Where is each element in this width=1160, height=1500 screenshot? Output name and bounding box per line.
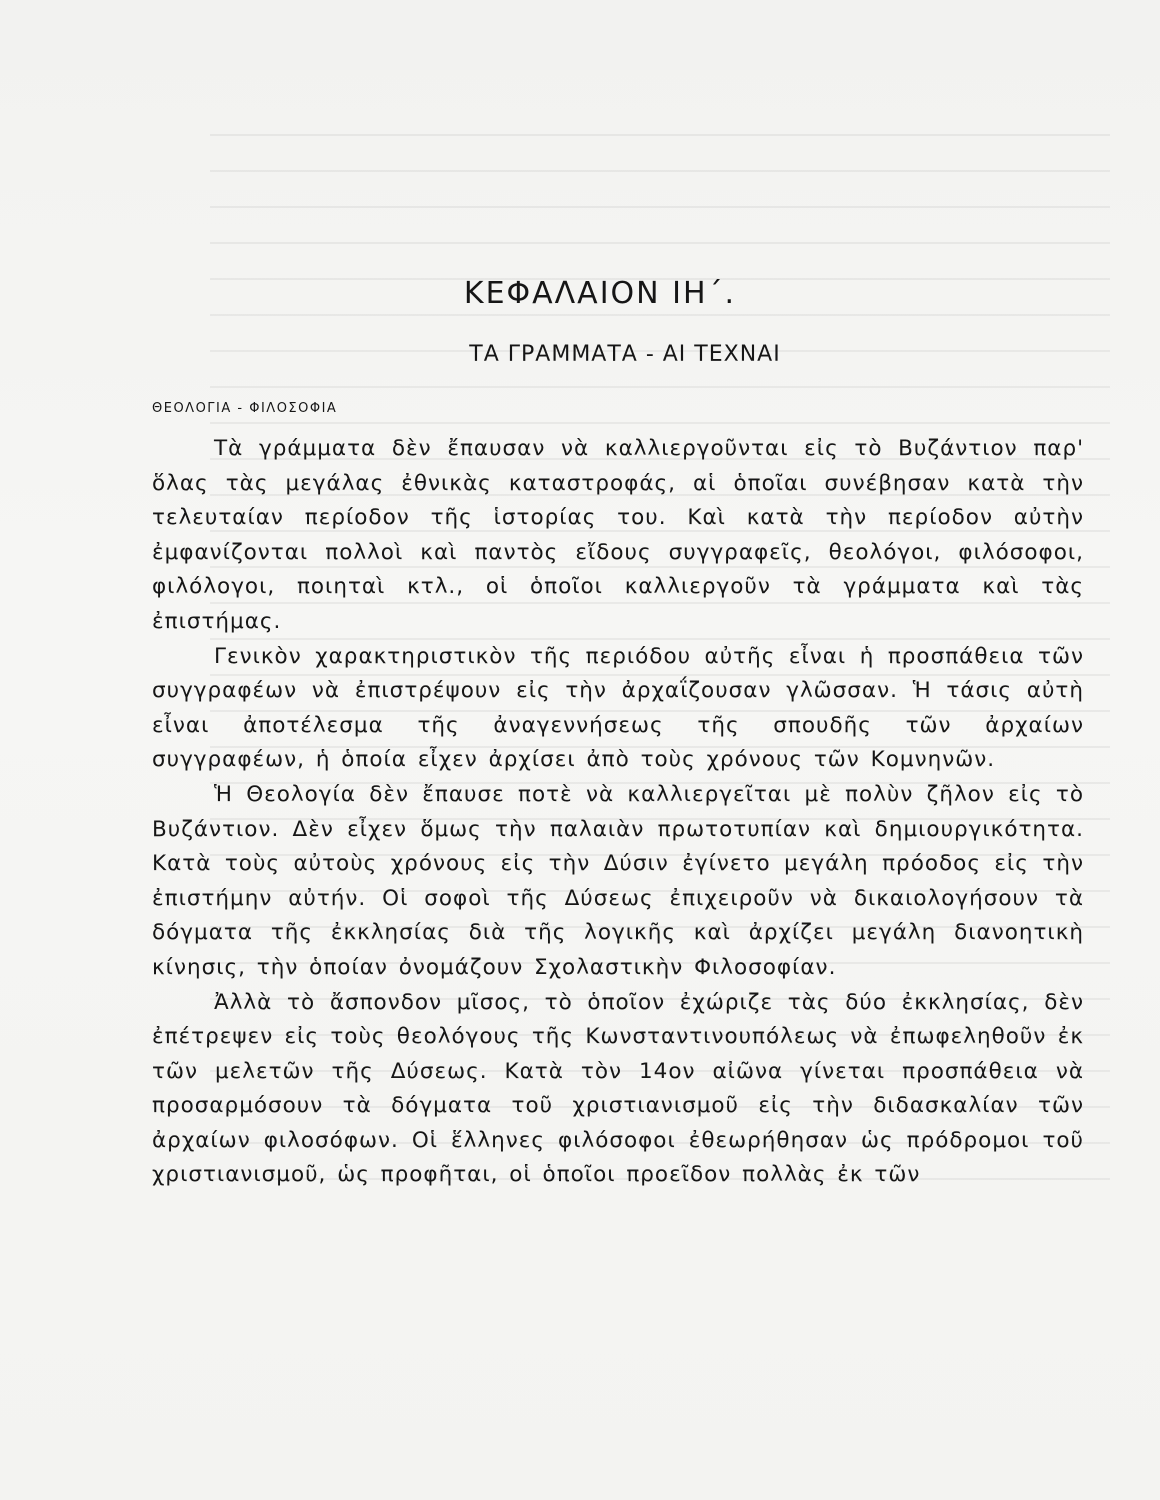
- section-title: ΤΑ ΓΡΑΜΜΑΤΑ - ΑΙ ΤΕΧΝΑΙ: [469, 342, 781, 367]
- chapter-title: ΚΕΦΑΛΑΙΟΝ ΙΗ΄.: [463, 276, 737, 311]
- paragraph: Γενικὸν χαρακτηριστικὸν τῆς περιόδου αὐτῆς εἶναι ἡ προσπάθεια τῶν συγγραφέων νὰ ἐπιστρέψουν εἰς τὴν ἀρχαΐζουσαν γλῶσσαν. Ἡ τάσις αὐτὴ εἶναι ἀποτέλεσμα τῆς ἀναγεννήσεως τῆς σπουδῆς τῶν ἀρχαίων συγγραφέων, ἡ ὁποία εἶχεν ἀρχίσει ἀπὸ τοὺς χρόνους τῶν Κομνηνῶν.: [152, 643, 1084, 773]
- subheading: ΘΕΟΛΟΓΙΑ - ΦΙΛΟΣΟΦΙΑ: [152, 401, 338, 416]
- body-text: [152, 432, 1084, 1193]
- paragraph: Ἀλλὰ τὸ ἄσπονδον μῖσος, τὸ ὁποῖον ἐχώριζε τὰς δύο ἐκκλησίας, δὲν ἐπέτρεψεν εἰς τοὺς θεολόγους τῆς Κωνσταντινουπόλεως νὰ ἐπωφεληθοῦν ἐκ τῶν μελετῶν τῆς Δύσεως. Κατὰ τὸν 14ον αἰῶνα γίνεται προσπάθεια νὰ προσαρμόσουν τὰ δόγματα τοῦ χριστιανισμοῦ εἰς τὴν διδασκαλίαν τῶν ἀρχαίων φιλοσόφων. Οἱ ἕλληνες φιλόσοφοι ἐθεωρήθησαν ὡς πρόδρομοι τοῦ χριστιανισμοῦ, ὡς προφῆται, οἱ ὁποῖοι προεῖδον πολλὰς ἐκ τῶν: [152, 989, 1084, 1188]
- paragraph: Τὰ γράμματα δὲν ἔπαυσαν νὰ καλλιεργοῦνται εἰς τὸ Βυζάντιον παρ' ὅλας τὰς μεγάλας ἐθνικὰς καταστροφάς, αἱ ὁποῖαι συνέβησαν κατὰ τὴν τελευταίαν περίοδον τῆς ἱστορίας του. Καὶ κατὰ τὴν περίοδον αὐτὴν ἐμφανίζονται πολλοὶ καὶ παντὸς εἴδους συγγραφεῖς, θεολόγοι, φιλόσοφοι, φιλόλογοι, ποιηταὶ κτλ., οἱ ὁποῖοι καλλιεργοῦν τὰ γράμματα καὶ τὰς ἐπιστήμας.: [152, 436, 1084, 634]
- paragraph: Ἡ Θεολογία δὲν ἔπαυσε ποτὲ νὰ καλλιεργεῖται μὲ πολὺν ζῆλον εἰς τὸ Βυζάντιον. Δὲν εἶχεν ὅμως τὴν παλαιὰν πρωτοτυπίαν καὶ δημιουργικότητα. Κατὰ τοὺς αὐτοὺς χρόνους εἰς τὴν Δύσιν ἐγίνετο μεγάλη πρόοδος εἰς τὴν ἐπιστήμην αὐτήν. Οἱ σοφοὶ τῆς Δύσεως ἐπιχειροῦν νὰ δικαιολογήσουν τὰ δόγματα τῆς ἐκκλησίας διὰ τῆς λογικῆς καὶ ἀρχίζει μεγάλη διανοητικὴ κίνησις, τὴν ὁποίαν ὀνομάζουν Σχολαστικὴν Φιλοσοφίαν.: [152, 781, 1084, 980]
